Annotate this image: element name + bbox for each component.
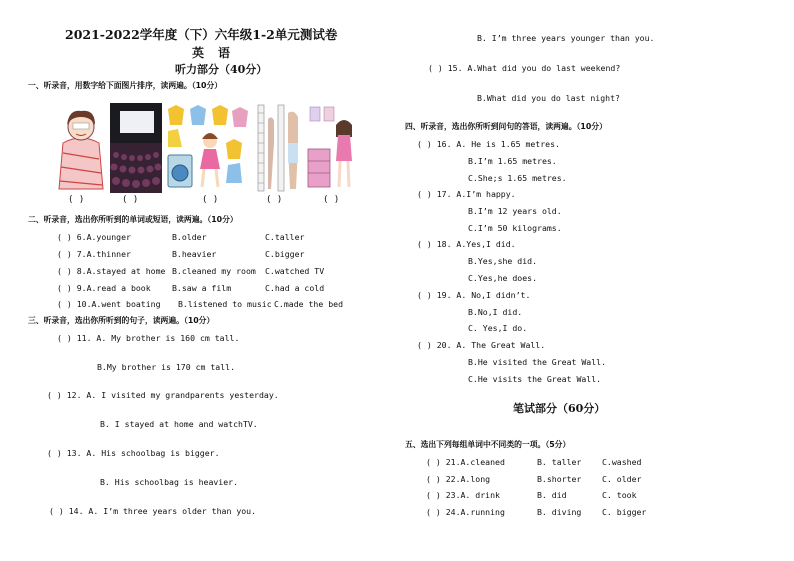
question-18b: B.Yes,she did. (468, 256, 538, 266)
option-10c: C.made the bed (274, 299, 344, 309)
picture-blank-2[interactable]: ( ) (122, 195, 139, 205)
picture-blank-5[interactable]: ( ) (323, 195, 340, 205)
question-16c: C.She;s 1.65 metres. (468, 173, 567, 183)
question-6: ( ) 6.A.younger (57, 232, 131, 242)
question-15b: B.What did you do last night? (477, 93, 620, 103)
question-15a: ( ) 15. A.What did you do last weekend? (428, 63, 621, 73)
question-24a: ( ) 24.A.running (426, 507, 505, 517)
option-6c: C.taller (265, 232, 305, 242)
picture-blank-1[interactable]: ( ) (68, 195, 85, 205)
question-22a: ( ) 22.A.long (426, 474, 491, 484)
option-7c: C.bigger (265, 249, 305, 259)
question-8: ( ) 8.A.stayed at home (57, 266, 166, 276)
question-9: ( ) 9.A.read a book (57, 283, 151, 293)
listening-heading: 听力部分（40分） (175, 63, 268, 76)
section-1-instructions: 一、听录音，用数字给下面图片排序，读两遍。（10分） (28, 81, 223, 90)
question-11b: B.My brother is 170 cm tall. (97, 362, 236, 372)
question-16b: B.I’m 1.65 metres. (468, 156, 557, 166)
question-17c: C.I’m 50 kilograms. (468, 223, 562, 233)
picture-blank-3[interactable]: ( ) (202, 195, 219, 205)
question-22c: C. older (602, 474, 642, 484)
option-6b: B.older (172, 232, 207, 242)
option-9b: B.saw a film (172, 283, 232, 293)
written-heading: 笔试部分（60分） (513, 402, 606, 415)
question-10: ( ) 10.A.went boating (57, 299, 161, 309)
subject-title: 英 语 (192, 46, 232, 60)
section-3-instructions: 三、听录音，选出你所听到的句子，读两遍。（10分） (28, 316, 215, 325)
option-8b: B.cleaned my room (172, 266, 256, 276)
option-8c: C.watched TV (265, 266, 325, 276)
question-7: ( ) 7.A.thinner (57, 249, 131, 259)
question-23c: C. took (602, 490, 637, 500)
option-10b: B.listened to music (178, 299, 272, 309)
section-2-instructions: 二、听录音，选出你所听到的单词或短语，读两遍。（10分） (28, 215, 238, 224)
option-9c: C.had a cold (265, 283, 325, 293)
question-17b: B.I’m 12 years old. (468, 206, 562, 216)
height-chart-icon (256, 103, 304, 193)
girl-room-icon (306, 103, 356, 193)
question-22b: B.shorter (537, 474, 582, 484)
question-20c: C.He visits the Great Wall. (468, 374, 602, 384)
question-14b: B. I’m three years younger than you. (477, 33, 655, 43)
question-21c: C.washed (602, 457, 642, 467)
question-23a: ( ) 23.A. drink (426, 490, 500, 500)
section-5-instructions: 五、选出下列每组单词中不同类的一项。（5分） (405, 440, 571, 449)
question-24b: B. diving (537, 507, 582, 517)
sick-girl-icon (55, 103, 107, 193)
question-18c: C.Yes,he does. (468, 273, 538, 283)
page-title: 2021-2022学年度（下）六年级1-2单元测试卷 (65, 27, 338, 42)
question-21b: B. taller (537, 457, 582, 467)
question-20b: B.He visited the Great Wall. (468, 357, 607, 367)
question-18a: ( ) 18. A.Yes,I did. (417, 239, 516, 249)
question-24c: C. bigger (602, 507, 647, 517)
question-16a: ( ) 16. A. He is 1.65 metres. (417, 139, 560, 149)
question-20a: ( ) 20. A. The Great Wall. (417, 340, 546, 350)
cinema-icon (110, 103, 162, 193)
question-21a: ( ) 21.A.cleaned (426, 457, 505, 467)
question-13a: ( ) 13. A. His schoolbag is bigger. (47, 448, 220, 458)
question-23b: B. did (537, 490, 567, 500)
question-19a: ( ) 19. A. No,I didn’t. (417, 290, 531, 300)
question-19b: B.No,I did. (468, 307, 523, 317)
question-19c: C. Yes,I do. (468, 323, 528, 333)
question-13b: B. His schoolbag is heavier. (100, 477, 239, 487)
option-7b: B.heavier (172, 249, 217, 259)
clothes-washing-icon (164, 103, 254, 193)
question-14a: ( ) 14. A. I’m three years older than you. (49, 506, 257, 516)
question-11a: ( ) 11. A. My brother is 160 cm tall. (57, 333, 240, 343)
picture-blank-4[interactable]: ( ) (266, 195, 283, 205)
question-17a: ( ) 17. A.I’m happy. (417, 189, 516, 199)
question-12b: B. I stayed at home and watchTV. (100, 419, 258, 429)
section-4-instructions: 四、听录音，选出你所听到问句的答语，读两遍。（10分） (405, 122, 607, 131)
question-12a: ( ) 12. A. I visited my grandparents yesterday. (47, 390, 279, 400)
